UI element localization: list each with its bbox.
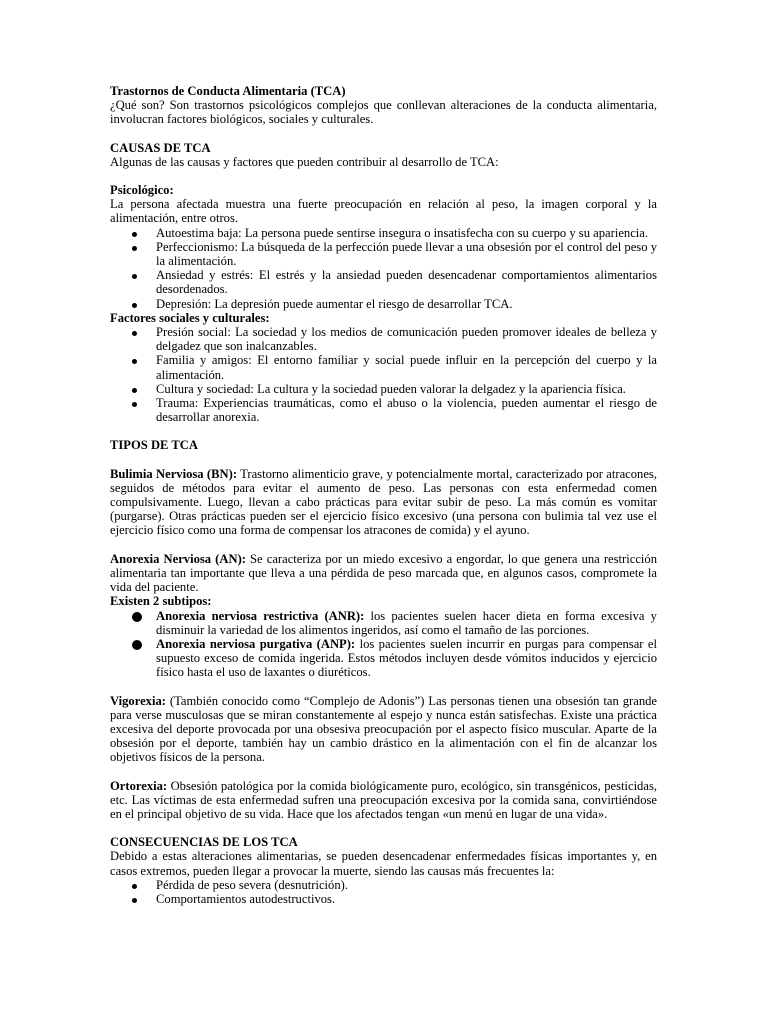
- bullet-icon: [132, 396, 137, 410]
- bullet-icon: [132, 610, 142, 625]
- bullet-icon: [132, 353, 137, 367]
- bullet-icon: [132, 297, 137, 311]
- document-body: [110, 84, 657, 906]
- list-item: Anorexia nerviosa restrictiva (ANR): los pacientes suelen hacer dieta en forma excesiva y disminuir la variedad de los alimentos ingeridos, así como el tamaño de las porciones.: [110, 609, 657, 637]
- consecuencias-heading: CONSECUENCIAS DE LOS TCA: [110, 835, 298, 850]
- anorexia-paragraph: Anorexia Nerviosa (AN): Se caracteriza por un miedo excesivo a engordar, lo que genera una restricción alimentaria tan importante que lleva a una pérdida de peso marcada que, en algunos casos, compromete la vida del paciente.: [110, 551, 658, 595]
- sociales-list: [110, 325, 657, 424]
- bullet-icon: [132, 638, 142, 653]
- bullet-icon: [132, 325, 137, 339]
- list-item: Perfeccionismo: La búsqueda de la perfección puede llevar a una obsesión por el control del peso y la alimentación.: [110, 240, 657, 268]
- list-item: Pérdida de peso severa (desnutrición).: [110, 878, 657, 892]
- list-item: Familia y amigos: El entorno familiar y social puede influir en la percepción del cuerpo y la alimentación.: [110, 353, 657, 381]
- bullet-icon: [132, 382, 137, 396]
- bullet-icon: [132, 240, 137, 254]
- list-item: Cultura y sociedad: La cultura y la sociedad pueden valorar la delgadez y la apariencia física.: [110, 382, 657, 396]
- consecuencias-text: Debido a estas alteraciones alimentarias, se pueden desencadenar enfermedades físicas importantes y, en casos extremos, pueden llegar a provocar la muerte, siendo las causas más frecuentes la:: [110, 849, 657, 878]
- list-item: Comportamientos autodestructivos.: [110, 892, 657, 906]
- causas-intro: Algunas de las causas y factores que pueden contribuir al desarrollo de TCA:: [110, 154, 499, 169]
- bullet-icon: [132, 226, 137, 240]
- bullet-icon: [132, 892, 137, 906]
- subtipos-list: [110, 609, 657, 680]
- list-item: Trauma: Experiencias traumáticas, como el abuso o la violencia, pueden aumentar el riesgo de desarrollar anorexia.: [110, 396, 657, 424]
- list-item: Autoestima baja: La persona puede sentirse insegura o insatisfecha con su cuerpo y su apariencia.: [110, 226, 657, 240]
- bulimia-paragraph: Bulimia Nerviosa (BN): Trastorno alimenticio grave, y potencialmente mortal, caracterizado por atracones, seguidos de métodos para evitar el aumento de peso. Las personas con esta enfermedad comen compulsivamente. Luego, llevan a cabo prácticas para evitar subir de peso. La más común es vomitar (purgarse). Otras prácticas pueden ser el ejercicio físico excesivo (una persona con bulimia tal vez use el ejercicio físico como una forma de compensar los atracones de comida) y el ayuno.: [110, 466, 657, 538]
- list-item: Presión social: La sociedad y los medios de comunicación pueden promover ideales de belleza y delgadez que son inalcanzables.: [110, 325, 657, 353]
- intro-paragraph: ¿Qué son? Son trastornos psicológicos complejos que conllevan alteraciones de la conducta alimentaria, involucran factores biológicos, sociales y culturales.: [110, 98, 657, 127]
- vigorexia-paragraph: Vigorexia: (También conocido como “Complejo de Adonis”) Las personas tienen una obsesión tan grande para verse musculosas que se miran constantemente al espejo y nunca están satisfechas. Existe una práctica excesiva del deporte provocada por una obsesiva preocupación por el aspecto físico muscular. Aparte de la obsesión por el deporte, también hay un cambio drástico en la alimentación con el fin de alcanzar los objetivos físicos de la persona.: [110, 693, 657, 765]
- causas-heading: CAUSAS DE TCA: [110, 140, 211, 155]
- document-title: Trastornos de Conducta Alimentaria (TCA): [110, 84, 346, 98]
- subtipos-heading: Existen 2 subtipos:: [110, 594, 212, 609]
- list-item: Anorexia nerviosa purgativa (ANP): los pacientes suelen incurrir en purgas para compensar el supuesto exceso de comida ingerida. Estos métodos incluyen desde vómitos inducidos y ejercicio físico hasta el uso de laxantes o diuréticos.: [110, 637, 657, 680]
- list-item: Depresión: La depresión puede aumentar el riesgo de desarrollar TCA.: [110, 297, 657, 311]
- psicologico-text: La persona afectada muestra una fuerte preocupación en relación al peso, la imagen corporal y la alimentación, entre otros.: [110, 197, 657, 226]
- list-item: Ansiedad y estrés: El estrés y la ansiedad pueden desencadenar comportamientos alimentarios desordenados.: [110, 268, 657, 296]
- psicologico-heading: Psicológico:: [110, 183, 174, 198]
- consecuencias-list: [110, 878, 657, 906]
- bullet-icon: [132, 268, 137, 282]
- tipos-heading: TIPOS DE TCA: [110, 438, 198, 453]
- ortorexia-paragraph: Ortorexia: Obsesión patológica por la comida biológicamente puro, ecológico, sin transgénicos, pesticidas, etc. Las víctimas de esta enfermedad sufren una preocupación excesiva por la comida sana, convirtiéndose en el principal objetivo de su vida. Hace que los afectados tengan «un menú en lugar de una vida».: [110, 778, 657, 821]
- bullet-icon: [132, 878, 137, 892]
- sociales-heading: Factores sociales y culturales:: [110, 310, 270, 325]
- psicologico-list: [110, 226, 657, 311]
